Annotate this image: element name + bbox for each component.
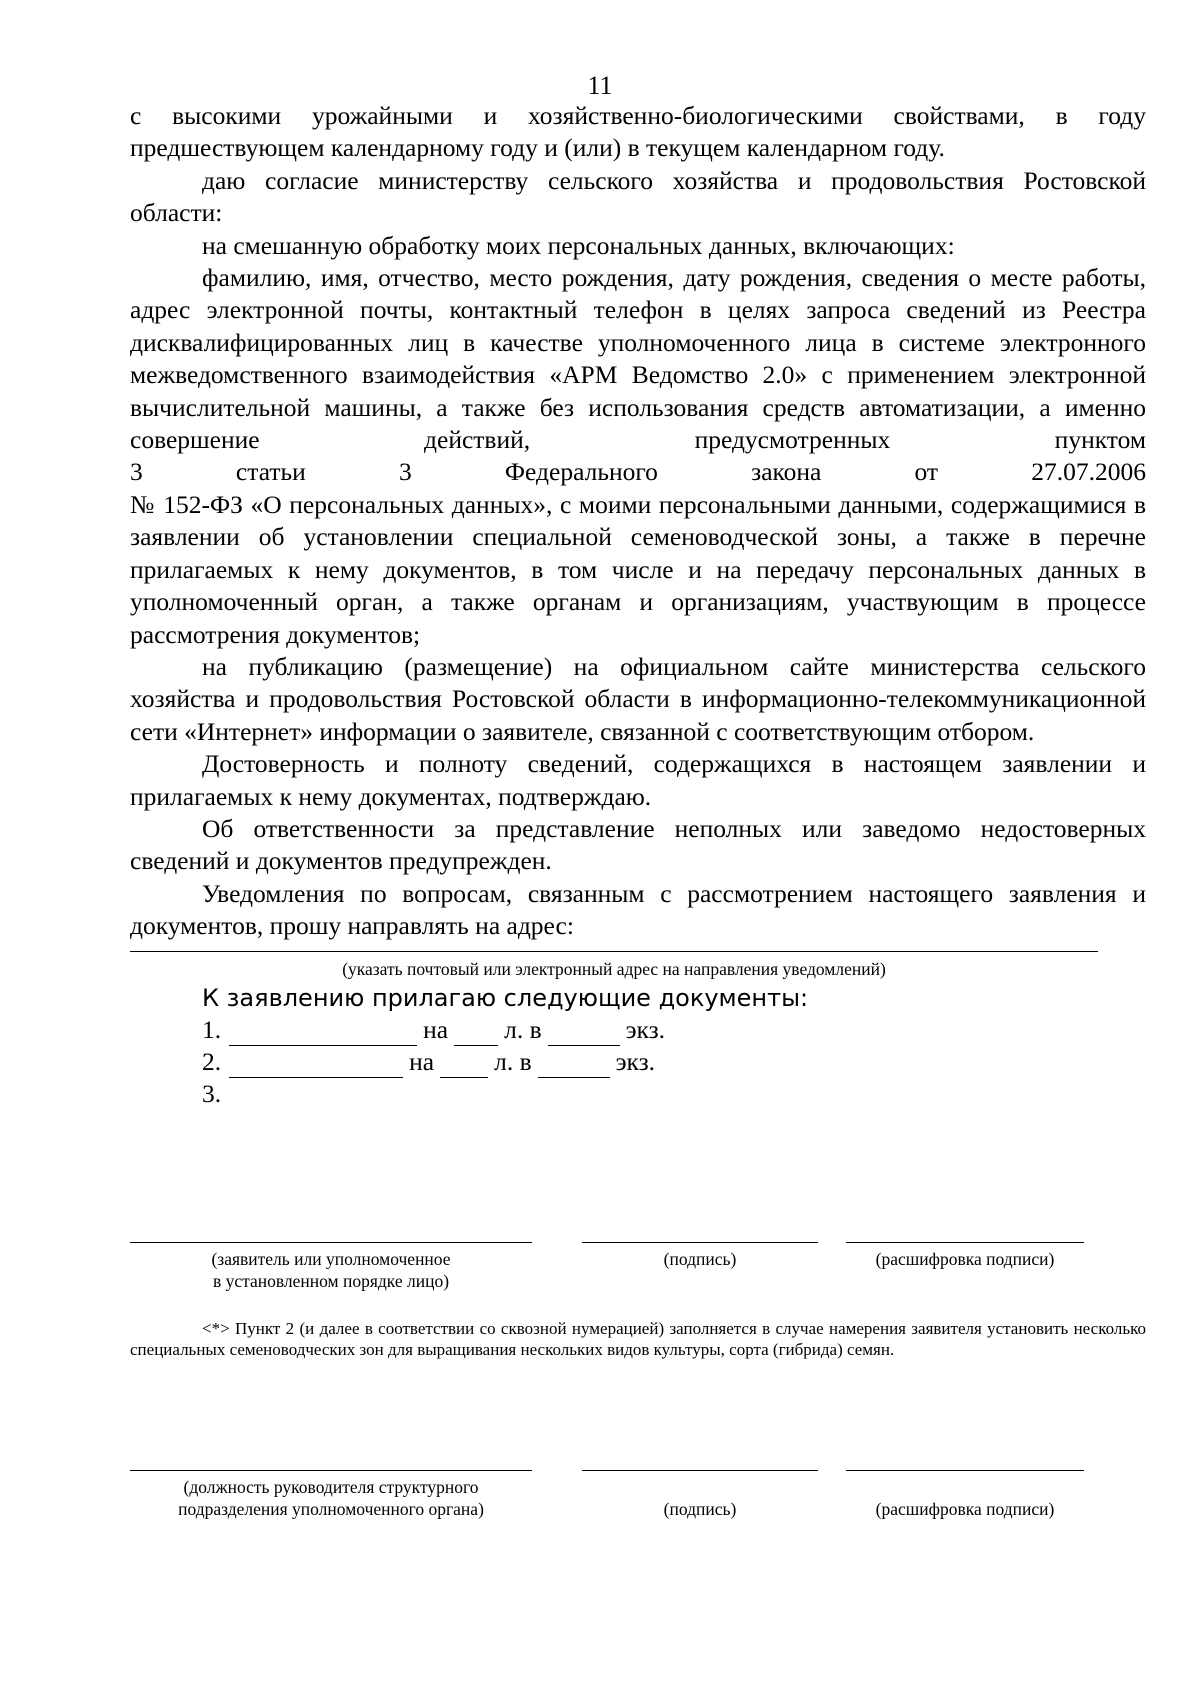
applicant-decoding-line[interactable] [846,1242,1084,1243]
document-copies-field[interactable] [548,1021,620,1046]
document-item-number: 1. [202,1014,222,1044]
document-name-field[interactable] [229,1021,417,1046]
document-item [202,1078,1146,1110]
official-decoding-caption: (расшифровка подписи) [875,1499,1055,1519]
official-signature-line[interactable] [582,1470,818,1471]
paragraph-mixed-processing: на смешанную обработку моих персональных данных, включающих: [202,230,955,260]
page-number: 11 [587,71,613,100]
document-sheets-label: л. в [494,1046,532,1076]
official-signature-caption: (подпись) [663,1499,737,1519]
document-sheets-label: л. в [504,1014,542,1044]
applicant-decoding-caption: (расшифровка подписи) [875,1249,1055,1269]
applicant-role-caption-line2: в установленном порядке лицо) [212,1271,450,1291]
paragraph-law-continuation: № 152-ФЗ «О персональных данных», с моими персональными данными, содержащимися в заявлении об установлении специальной семеноводческой зоны, а также в перечне прилагаемых к нему документов, в том числе и на передачу персональных данных в уполномоченный орган, а также органам и организациям, участвующим в процессе рассмотрения документов; [130,489,1146,649]
footnote-text: <*> Пункт 2 (и далее в соответствии со сквозной нумерацией) заполняется в случае намерения заявителя установить несколько специальных семеноводческих зон для выращивания нескольких видов культуры, сорта (гибрида) семян. [130,1319,1146,1359]
address-caption: (указать почтовый или электронный адрес на направления уведомлений) [342,958,886,979]
document-item [202,1014,1146,1046]
address-field-line[interactable] [130,951,1098,952]
paragraph-notifications: Уведомления по вопросам, связанным с рассмотрением настоящего заявления и документов, прошу направлять на адрес: [130,878,1146,941]
document-item [202,1046,1146,1078]
main-text [130,100,1146,1111]
official-decoding-line[interactable] [846,1470,1084,1471]
applicant-signature-line[interactable] [582,1242,818,1243]
document-on-label: на [409,1046,435,1076]
paragraph-continuation: с высокими урожайными и хозяйственно-биологическими свойствами, в году предшествующем календарному году и (или) в текущем календарном году. [130,101,1146,163]
official-role-caption-line1: (должность руководителя структурного [183,1477,479,1497]
paragraph-reliability: Достоверность и полноту сведений, содержащихся в настоящем заявлении и прилагаемых к нему документах, подтверждаю. [130,749,1146,811]
official-role-caption [130,1476,532,1520]
paragraph-publication: на публикацию (размещение) на официальном сайте министерства сельского хозяйства и продовольствия Ростовской области в информационно-телекоммуникационной сети «Интернет» информации о заявителе, связанной с соответствующим отбором. [130,651,1146,746]
document-copies-label: экз. [615,1046,656,1076]
document-on-label: на [423,1014,449,1044]
paragraph-responsibility: Об ответственности за представление неполных или заведомо недостоверных сведений и документов предупрежден. [130,813,1146,876]
official-role-caption-line2: подразделения уполномоченного органа) [178,1499,484,1519]
documents-section [202,982,1146,1111]
paragraph-personal-data: фамилию, имя, отчество, место рождения, дату рождения, сведения о месте работы, адрес электронной почты, контактный телефон в целях запроса сведений из Реестра дисквалифицированных лиц в качестве уполномоченного лица в системе электронного межведомственного взаимодействия «АРМ Ведомство 2.0» с применением электронной вычислительной машины, а также без использования средств автоматизации, а именно совершение действий, предусмотренных пунктом [130,263,1146,455]
applicant-role-caption [130,1248,532,1292]
document-item-number: 3. [202,1079,222,1109]
documents-heading: К заявлению прилагаю следующие документы: [202,983,809,1012]
document-sheets-field[interactable] [454,1021,498,1046]
official-role-line[interactable] [130,1470,532,1471]
document-copies-label: экз. [625,1014,666,1044]
paragraph-consent: даю согласие министерству сельского хозяйства и продовольствия Ростовской области: [130,165,1146,228]
applicant-signature-caption: (подпись) [663,1249,737,1269]
document-name-field[interactable] [229,1053,403,1078]
document-item-number: 2. [202,1046,222,1076]
paragraph-law-reference: 3 статьи 3 Федерального закона от 27.07.2006 [130,457,1146,487]
applicant-role-caption-line1: (заявитель или уполномоченное [211,1249,451,1269]
footnote [130,1318,1146,1360]
document-sheets-field[interactable] [440,1053,488,1078]
document-copies-field[interactable] [538,1053,610,1078]
applicant-role-line[interactable] [130,1242,532,1243]
